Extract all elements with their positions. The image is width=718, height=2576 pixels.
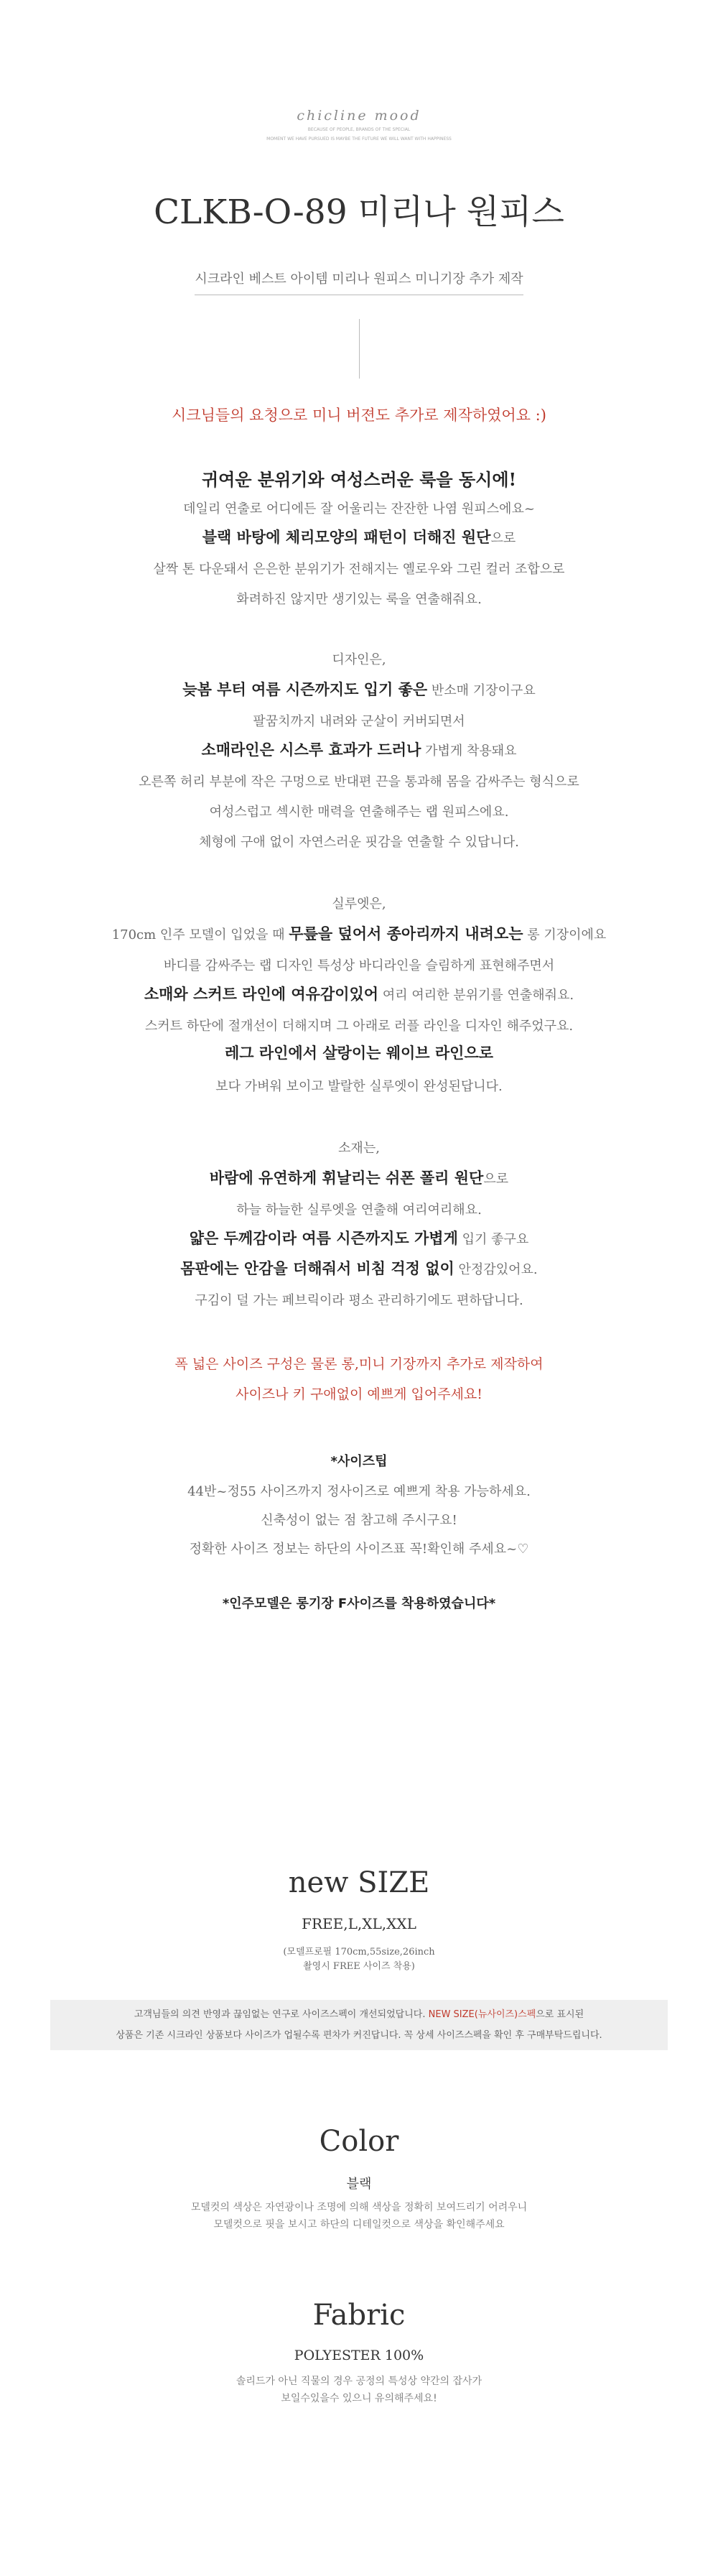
notice-l1-a: 고객님들의 의견 반영과 끊임없는 연구로 사이즈스펙이 개선되었답니다. <box>134 2009 429 2020</box>
silhouette-heading: 실루엣은, <box>332 896 386 912</box>
size-tip-line-2: 신축성이 없는 점 참고해 주시구요! <box>261 1513 457 1528</box>
silhouette-line-6: 보다 가벼워 보이고 발랄한 실루엣이 완성된답니다. <box>215 1079 503 1094</box>
material-line-1-tail: 으로 <box>483 1172 509 1187</box>
p1-line-2: 데일리 연출로 어디에든 잘 어울리는 잔잔한 나염 원피스에요~ <box>183 501 535 516</box>
material-line-1-bold: 바람에 유연하게 휘날리는 쉬폰 폴리 원단 <box>209 1169 484 1187</box>
design-line-2: 팔꿈치까지 내려와 군살이 커버되면서 <box>253 714 465 729</box>
silhouette-line-1-tail: 롱 기장이에요 <box>523 927 607 942</box>
material-line-2: 하늘 하늘한 실루엣을 연출해 여리여리해요. <box>236 1203 482 1218</box>
intro-notice: 시크님들의 요청으로 미니 버젼도 추가로 제작하였어요 :) <box>172 407 546 424</box>
p1-line-3-bold: 블랙 바탕에 체리모양의 패턴이 더해진 원단 <box>202 528 491 546</box>
size-spec-notice <box>50 2000 668 2050</box>
silhouette-line-1 <box>0 922 718 944</box>
silhouette-line-1-bold: 무릎을 덮어서 종아리까지 내려오는 <box>289 925 523 942</box>
model-note: *인주모델은 롱기장 F사이즈를 착용하였습니다* <box>222 1596 496 1611</box>
silhouette-line-3 <box>0 983 718 1004</box>
size-tip-line-3: 정확한 사이즈 정보는 하단의 사이즈표 꼭!확인해 주세요~♡ <box>189 1542 529 1557</box>
size-notice-box-line-2: 상품은 기존 시크라인 상품보다 사이즈가 업될수록 편차가 커진답니다. 꼭 상세 사이즈스펙을 확인 후 구매부탁드립니다. <box>116 2030 602 2041</box>
design-line-3-bold: 소매라인은 시스루 효과가 드러나 <box>201 741 421 759</box>
silhouette-line-2: 바디를 감싸주는 랩 디자인 특성상 바디라인을 슬림하게 표현해주면서 <box>163 958 555 973</box>
logo-text: chicline mood <box>297 108 421 124</box>
material-line-4-bold: 몸판에는 안감을 더해줘서 비침 걱정 없이 <box>180 1259 454 1277</box>
fabric-note-2: 보일수있을수 있으니 유의해주세요! <box>281 2393 437 2404</box>
design-line-3-tail: 가볍게 착용돼요 <box>421 743 517 759</box>
design-heading: 디자인은, <box>332 652 386 667</box>
subtitle-wrap <box>0 269 718 295</box>
size-tip-line-1: 44반~정55 사이즈까지 정사이즈로 예쁘게 착용 가능하세요. <box>187 1484 531 1499</box>
silhouette-line-3-tail: 여리 여리한 분위기를 연출해줘요. <box>378 988 574 1003</box>
notice-l1-b: 으로 표시된 <box>536 2009 584 2020</box>
logo-tagline-1: BECAUSE OF PEOPLE, BRANDS OF THE SPECIAL <box>307 127 411 132</box>
material-line-4 <box>0 1257 718 1279</box>
silhouette-line-1-head: 170cm 인주 모델이 입었을 때 <box>111 927 289 942</box>
notice-l1-highlight: NEW SIZE(뉴사이즈)스펙 <box>428 2009 536 2020</box>
size-tip-heading: *사이즈팁 <box>330 1454 388 1469</box>
silhouette-line-3-bold: 소매와 스커트 라인에 여유감이있어 <box>144 985 379 1003</box>
silhouette-line-4: 스커트 하단에 절개선이 더해지며 그 아래로 러플 라인을 디자인 해주었구요. <box>144 1019 574 1034</box>
p1-line-3-tail: 으로 <box>490 531 516 546</box>
design-line-5: 여성스럽고 섹시한 매력을 연출해주는 랩 원피스에요. <box>209 805 509 820</box>
color-note-1: 모델컷의 색상은 자연광이나 조명에 의해 색상을 정확히 보여드리기 어려우니 <box>190 2202 528 2213</box>
model-info-2: 촬영시 FREE 사이즈 착용) <box>303 1961 415 1972</box>
design-line-1 <box>0 678 718 700</box>
p1-line-5: 화려하진 않지만 생기있는 룩을 연출해줘요. <box>236 592 482 607</box>
material-line-5: 구김이 덜 가는 페브릭이라 평소 관리하기에도 편하답니다. <box>195 1293 523 1308</box>
material-heading: 소재는, <box>338 1141 380 1156</box>
size-list: FREE,L,XL,XXL <box>302 1915 416 1932</box>
size-notice-box-line-1 <box>50 2004 668 2025</box>
size-notice-line-1: 폭 넓은 사이즈 구성은 물론 롱,미니 기장까지 추가로 제작하여 <box>174 1356 544 1372</box>
design-line-3 <box>0 738 718 760</box>
size-section-title: new SIZE <box>288 1866 430 1899</box>
material-line-1 <box>0 1167 718 1188</box>
size-notice-line-2: 사이즈나 키 구애없이 예쁘게 입어주세요! <box>236 1386 482 1402</box>
color-note-2: 모델컷으로 핏을 보시고 하단의 디테일컷으로 색상을 확인해주세요 <box>213 2219 505 2230</box>
design-line-6: 체형에 구애 없이 자연스러운 핏감을 연출할 수 있답니다. <box>199 835 519 850</box>
fabric-note-1: 솔리드가 아닌 직물의 경우 공정의 특성상 약간의 잡사가 <box>236 2376 482 2387</box>
material-line-3 <box>0 1227 718 1248</box>
design-line-1-tail: 반소매 기장이구요 <box>427 683 536 698</box>
fabric-section-title: Fabric <box>312 2299 406 2332</box>
material-line-3-tail: 입기 좋구요 <box>457 1232 529 1247</box>
color-section-title: Color <box>319 2125 399 2158</box>
brand-logo <box>0 108 718 142</box>
silhouette-line-5: 레그 라인에서 살랑이는 웨이브 라인으로 <box>224 1044 494 1062</box>
divider-line <box>359 319 360 379</box>
design-line-1-bold: 늦봄 부터 여름 시즌까지도 입기 좋은 <box>182 680 428 698</box>
product-title: CLKB-O-89 미리나 원피스 <box>154 193 564 232</box>
material-line-4-tail: 안정감있어요. <box>454 1262 538 1277</box>
logo-tagline-2: MOMENT WE HAVE PURSUED IS MAYBE THE FUTURE WE WILL WANT WITH HAPPINESS <box>266 136 452 142</box>
p1-line-1: 귀여운 분위기와 여성스러운 룩을 동시에! <box>201 469 517 490</box>
material-line-3-bold: 얇은 두께감이라 여름 시즌까지도 가볍게 <box>189 1229 458 1247</box>
design-line-4: 오른쪽 허리 부분에 작은 구멍으로 반대편 끈을 통과해 몸을 감싸주는 형식으로 <box>139 774 579 789</box>
model-info-1: (모델프로필 170cm,55size,26inch <box>283 1947 435 1958</box>
p1-line-3 <box>0 526 718 547</box>
p1-line-4: 살짝 톤 다운돼서 은은한 분위기가 전해지는 옐로우와 그린 컬러 조합으로 <box>153 562 565 577</box>
product-subtitle: 시크라인 베스트 아이템 미리나 원피스 미니기장 추가 제작 <box>195 269 523 295</box>
color-value: 블랙 <box>346 2177 372 2192</box>
fabric-value: POLYESTER 100% <box>294 2348 424 2363</box>
